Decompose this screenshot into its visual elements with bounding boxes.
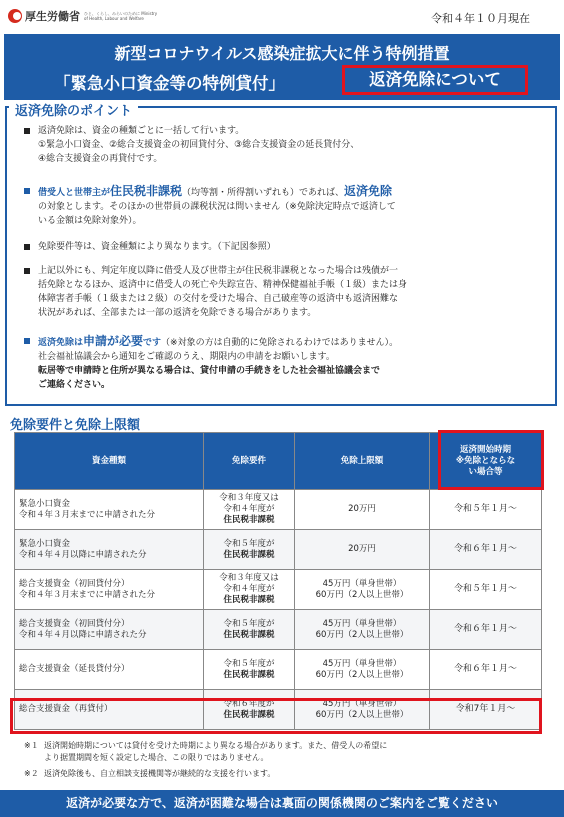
req-l2: 住民税非課税	[223, 549, 275, 560]
col-repay-start-l1: 返済開始時期	[459, 444, 511, 455]
cell-repay-start: 令和６年１月～	[430, 650, 542, 690]
req-l3: 住民税非課税	[223, 515, 275, 525]
point-2-line1	[38, 184, 396, 200]
point-item-4	[38, 264, 407, 320]
point-4-line3: 体障害者手帳（１級または２級）の交付を受けた場合、自己破産等の返済中も返済困難な	[38, 294, 399, 304]
ministry-logo	[8, 8, 162, 24]
limit-l1: 45万円（単身世帯）	[322, 618, 402, 629]
ministry-tagline: ひと、くらし、みらいのために Ministry of Health, Labour and Welfare	[84, 11, 158, 21]
req-l1: 令和３年度又は	[219, 573, 279, 583]
point-item-3	[38, 240, 276, 254]
hero-banner	[4, 34, 560, 100]
hero-title-line1: 新型コロナウイルス感染症拡大に伴う特例措置	[114, 44, 450, 63]
bullet-square-icon	[24, 128, 30, 134]
req-l3: 住民税非課税	[223, 595, 275, 605]
point-item-1	[38, 124, 359, 166]
cell-repay-start: 令和５年１月～	[430, 570, 542, 610]
point-4-line4: 状況があれば、全部または一部の返済を免除できる場合があります。	[38, 308, 317, 318]
fund-period: 令和４年３月末までに申請された分	[19, 509, 156, 520]
req-l2: 令和４年度が	[223, 504, 275, 514]
table-row	[15, 610, 542, 650]
limit-l2: 60万円（2人以上世帯）	[315, 589, 409, 600]
page-header	[0, 0, 564, 34]
footnote-1	[24, 740, 388, 764]
cell-limit	[295, 570, 430, 610]
table-row	[15, 650, 542, 690]
footnote-line2: より据置期間を短く設定した場合、この限りではありません。	[44, 753, 269, 762]
req-l2: 住民税非課税	[223, 709, 275, 720]
point-1-line1: 返済免除は、資金の種類ごとに一括して行います。	[38, 126, 245, 136]
footnote-mark: ※１	[24, 741, 39, 750]
point-5-note: （※対象の方は自動的に免除されるわけではありません）。	[161, 338, 399, 348]
cell-requirement	[204, 650, 295, 690]
fund-name: 総合支援資金（初回貸付分）	[19, 578, 130, 589]
cell-repay-start: 令和7年１月～	[430, 690, 542, 730]
point-1-line3: ④総合支援資金の再貸付です。	[38, 154, 163, 164]
highlight-header-box	[438, 430, 544, 490]
limit-l2: 60万円（2人以上世帯）	[315, 669, 409, 680]
cell-requirement	[204, 610, 295, 650]
fund-name: 総合支援資金（初回貸付分）	[19, 618, 130, 629]
fund-name: 総合支援資金（延長貸付分）	[19, 664, 130, 674]
req-l1: 令和５年度が	[223, 538, 275, 549]
fund-name: 緊急小口資金	[19, 538, 71, 549]
point-2-line2: の対象とします。そのほかの世帯員の課税状況は問いません（※免除決定時点で返済して	[38, 202, 396, 212]
point-4-line2: 括免除となるほか、返済中に借受人の死亡や失踪宣告、精神保健福祉手帳（１級）または身	[38, 280, 408, 290]
point-2-subject: 借受人と世帯主が	[38, 188, 111, 198]
point-1-line2: ①緊急小口資金、②総合支援資金の初回貸付分、③総合支援資金の延長貸付分、	[38, 140, 360, 150]
requirements-title: 免除要件と免除上限額	[10, 418, 141, 433]
fund-period: 令和４年４月以降に申請された分	[19, 629, 147, 640]
hero-title-line2: 「緊急小口資金等の特例貸付」	[54, 74, 285, 93]
cell-fund-type	[15, 610, 204, 650]
limit-l1: 20万円	[348, 504, 376, 514]
bullet-square-icon	[24, 188, 30, 194]
col-requirement: 免除要件	[204, 433, 295, 490]
limit-l1: 20万円	[348, 544, 376, 554]
bullet-square-icon	[24, 268, 30, 274]
col-repay-start-l2: ※免除とならな	[455, 455, 516, 466]
cell-limit	[295, 650, 430, 690]
points-title: 返済免除のポイント	[9, 100, 138, 119]
fund-name: 緊急小口資金	[19, 498, 71, 509]
hero-highlight: 返済免除について	[342, 65, 528, 95]
point-item-2	[38, 184, 396, 228]
point-5-line4: ご連絡ください。	[38, 380, 111, 390]
footnote-2	[24, 768, 276, 780]
cell-limit	[295, 530, 430, 570]
point-2-note: （均等割・所得割いずれも）であれば、	[182, 188, 345, 198]
cell-fund-type	[15, 570, 204, 610]
limit-l1: 45万円（単身世帯）	[322, 578, 402, 589]
table-row	[15, 530, 542, 570]
bullet-square-icon	[24, 338, 30, 344]
point-2-line3: いる金額は免除対象外）。	[38, 216, 142, 226]
point-3-line1: 免除要件等は、資金種類により異なります。（下記図参照）	[38, 242, 276, 252]
req-l2: 住民税非課税	[223, 629, 275, 640]
point-5-requirement: 申請が必要	[83, 334, 144, 348]
req-l1: 令和５年度が	[223, 658, 275, 669]
footnote-mark: ※２	[24, 769, 39, 778]
req-l2: 令和４年度が	[223, 584, 275, 594]
req-l1: 令和６年度が	[223, 698, 275, 709]
cell-repay-start: 令和６年１月～	[430, 610, 542, 650]
cell-repay-start: 令和６年１月～	[430, 530, 542, 570]
table-row	[15, 490, 542, 530]
fund-period: 令和４年３月末までに申請された分	[19, 589, 156, 600]
point-5-line1	[38, 334, 398, 350]
fund-period: 令和４年４月以降に申請された分	[19, 549, 147, 560]
cell-limit	[295, 610, 430, 650]
cell-fund-type	[15, 650, 204, 690]
limit-l1: 45万円（単身世帯）	[322, 658, 402, 669]
ministry-logo-mark-icon	[8, 9, 22, 23]
point-5-line3: 転居等で申請時と住所が異なる場合は、貸付申請の手続きをした社会福祉協議会まで	[38, 366, 381, 376]
issue-date: 令和４年１０月現在	[431, 12, 530, 25]
req-l1: 令和５年度が	[223, 618, 275, 629]
bullet-square-icon	[24, 244, 30, 250]
cell-fund-type	[15, 530, 204, 570]
req-l2: 住民税非課税	[223, 669, 275, 680]
cell-requirement	[204, 530, 295, 570]
point-5-line2: 社会福祉協議会から通知をご確認のうえ、期限内の申請をお願いします。	[38, 352, 335, 362]
fund-name: 総合支援資金（再貸付）	[19, 704, 113, 714]
highlight-row-box	[10, 698, 542, 734]
limit-l2: 60万円（2人以上世帯）	[315, 709, 409, 720]
point-2-condition: 住民税非課税	[110, 184, 183, 198]
ministry-name: 厚生労働省	[25, 10, 80, 23]
cell-repay-start: 令和５年１月～	[430, 490, 542, 530]
point-item-5	[38, 334, 398, 392]
cell-requirement	[204, 570, 295, 610]
point-5-suffix: です	[143, 338, 162, 348]
limit-l1: 45万円（単身世帯）	[322, 698, 402, 709]
cell-limit	[295, 490, 430, 530]
point-5-subject: 返済免除は	[38, 338, 84, 348]
cell-fund-type	[15, 490, 204, 530]
footer-banner: 返済が必要な方で、返済が困難な場合は裏面の関係機関のご案内をご覧ください	[0, 790, 564, 817]
col-limit: 免除上限額	[295, 433, 430, 490]
table-row	[15, 570, 542, 610]
footnote-line1: 返済免除後も、自立相談支援機関等が継続的な支援を行います。	[44, 769, 276, 778]
col-repay-start-l3: い場合等	[468, 466, 503, 477]
req-l1: 令和３年度又は	[219, 493, 279, 503]
limit-l2: 60万円（2人以上世帯）	[315, 629, 409, 640]
col-fund-type: 資金種類	[15, 433, 204, 490]
point-2-result: 返済免除	[344, 184, 393, 198]
cell-requirement	[204, 490, 295, 530]
footnote-line1: 返済開始時期については貸付を受けた時期により異なる場合があります。また、借受人の希望に	[44, 741, 388, 750]
point-4-line1: 上記以外にも、判定年度以降に借受人及び世帯主が住民税非課税となった場合は残債が一	[38, 266, 399, 276]
